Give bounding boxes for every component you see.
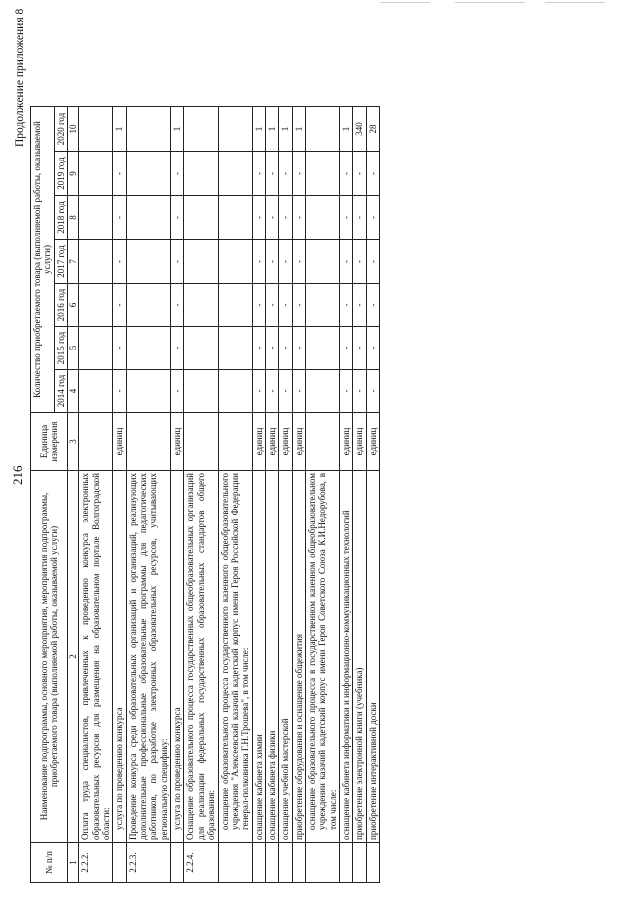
row-name: оснащение кабинета химии xyxy=(252,471,265,843)
row-value: - xyxy=(353,327,366,370)
column-index: 10 xyxy=(68,107,79,152)
header-year: 2018 год xyxy=(54,196,67,240)
row-value: - xyxy=(252,196,265,240)
row-value: 1 xyxy=(171,107,184,152)
row-value: - xyxy=(366,327,379,370)
row-value: - xyxy=(113,152,126,196)
header-year: 2017 год xyxy=(54,240,67,284)
row-name: оснащение образовательного процесса в государственном казенном общеобразовательном учреждении казачий кадетский корпус имени Героя Советского Союза К.И.Недорубова, в том числе: xyxy=(305,471,339,843)
row-value xyxy=(126,152,170,196)
row-value: 1 xyxy=(339,107,352,152)
row-value: - xyxy=(265,196,278,240)
row-name: оснащение образовательного процесса государственного казенного общеобразовательного учреждения "Алексеевский казачий кадетский корпус имени Героя Российской Федерации генерал-полковника Г.Н.Трошева", в том числе: xyxy=(218,471,252,843)
row-value: - xyxy=(113,370,126,413)
row-unit xyxy=(79,413,113,471)
row-value xyxy=(218,107,252,152)
row-number: 2.2.3. xyxy=(126,843,170,883)
row-value: - xyxy=(366,196,379,240)
header-unit: Единица измерения xyxy=(31,413,68,471)
row-value: 1 xyxy=(292,107,305,152)
row-value xyxy=(126,196,170,240)
row-value xyxy=(218,284,252,327)
row-name: оснащение кабинета информатики и информационно-коммуникационных технологий xyxy=(339,471,352,843)
appendix-continuation: Продолжение приложения 8 xyxy=(14,8,26,147)
column-index: 1 xyxy=(68,843,79,883)
row-value: - xyxy=(366,152,379,196)
row-value: - xyxy=(113,327,126,370)
row-value xyxy=(126,370,170,413)
row-value: - xyxy=(265,370,278,413)
row-value: - xyxy=(339,370,352,413)
row-value xyxy=(305,370,339,413)
table-row xyxy=(353,107,366,883)
row-value xyxy=(79,327,113,370)
row-name: услуга по проведению конкурса xyxy=(113,471,126,843)
row-value xyxy=(218,370,252,413)
row-value: - xyxy=(171,370,184,413)
row-value: - xyxy=(279,327,292,370)
row-value: - xyxy=(265,240,278,284)
row-value: 1 xyxy=(252,107,265,152)
row-value xyxy=(305,107,339,152)
row-value xyxy=(184,240,218,284)
row-value xyxy=(126,327,170,370)
row-value xyxy=(305,152,339,196)
row-value: - xyxy=(113,240,126,284)
row-name: услуга по проведению конкурса xyxy=(171,471,184,843)
row-value: 1 xyxy=(279,107,292,152)
row-value: - xyxy=(279,284,292,327)
row-value: - xyxy=(353,284,366,327)
page-number: 216 xyxy=(10,465,25,485)
table-row xyxy=(279,107,292,883)
row-value: - xyxy=(252,327,265,370)
row-number xyxy=(292,843,305,883)
row-unit: единиц xyxy=(171,413,184,471)
row-value: - xyxy=(171,327,184,370)
row-value: - xyxy=(292,327,305,370)
table-body xyxy=(79,107,380,883)
column-index: 2 xyxy=(68,471,79,843)
row-value: - xyxy=(292,240,305,284)
row-value xyxy=(218,152,252,196)
row-unit: единиц xyxy=(353,413,366,471)
row-unit: единиц xyxy=(252,413,265,471)
table-row xyxy=(113,107,126,883)
row-number xyxy=(265,843,278,883)
row-value xyxy=(126,107,170,152)
row-value xyxy=(305,196,339,240)
column-index: 4 xyxy=(68,370,79,413)
table-row xyxy=(366,107,379,883)
table-row xyxy=(265,107,278,883)
row-value: - xyxy=(171,284,184,327)
row-value: - xyxy=(353,196,366,240)
row-value xyxy=(305,284,339,327)
row-value xyxy=(218,327,252,370)
row-value xyxy=(305,327,339,370)
row-number xyxy=(339,843,352,883)
row-value: - xyxy=(265,152,278,196)
row-value: - xyxy=(252,240,265,284)
row-value: - xyxy=(292,196,305,240)
column-index-row xyxy=(68,107,79,883)
table-row xyxy=(218,107,252,883)
row-value xyxy=(126,240,170,284)
row-unit: единиц xyxy=(265,413,278,471)
row-value xyxy=(126,284,170,327)
column-index: 6 xyxy=(68,284,79,327)
row-value: - xyxy=(366,370,379,413)
row-unit xyxy=(126,413,170,471)
row-value: - xyxy=(265,284,278,327)
row-unit xyxy=(218,413,252,471)
row-value: 28 xyxy=(366,107,379,152)
row-value xyxy=(184,152,218,196)
header-quantity: Количество приобретаемого товара (выполняемой работы, оказываемой услуги) xyxy=(31,107,55,413)
table-row xyxy=(292,107,305,883)
row-value: - xyxy=(292,152,305,196)
row-value: 1 xyxy=(113,107,126,152)
header-name: Наименование подпрограммы, основного мероприятия, мероприятия подпрограммы, приобретаемого товара (выполняемой работы, оказываемой услуги) xyxy=(31,471,68,843)
row-value: - xyxy=(353,152,366,196)
row-value: - xyxy=(292,370,305,413)
row-name: Проведение конкурса среди образовательных организаций и организаций, реализующих дополнительные профессиональные образовательные программы для педагогических работников, по разработке электронных образовательных ресурсов, учитывающих региональную специфику: xyxy=(126,471,170,843)
row-unit: единиц xyxy=(279,413,292,471)
quantity-table xyxy=(30,106,380,883)
quantity-table-wrapper xyxy=(30,107,380,883)
row-value xyxy=(184,196,218,240)
row-value xyxy=(218,240,252,284)
row-value: - xyxy=(265,327,278,370)
row-value xyxy=(184,327,218,370)
row-value: - xyxy=(353,240,366,284)
row-value: - xyxy=(113,284,126,327)
row-number xyxy=(366,843,379,883)
table-row xyxy=(171,107,184,883)
row-number xyxy=(279,843,292,883)
row-value xyxy=(79,107,113,152)
row-value: - xyxy=(339,284,352,327)
row-unit xyxy=(184,413,218,471)
row-name: приобретение оборудования и оснащение общежития xyxy=(292,471,305,843)
header-year: 2014 год xyxy=(54,370,67,413)
row-unit: единиц xyxy=(339,413,352,471)
row-value: - xyxy=(252,284,265,327)
row-value: - xyxy=(279,196,292,240)
row-name: приобретение интерактивной доски xyxy=(366,471,379,843)
row-value xyxy=(305,240,339,284)
table-row xyxy=(339,107,352,883)
row-value: 1 xyxy=(265,107,278,152)
row-value: - xyxy=(252,152,265,196)
row-value xyxy=(184,284,218,327)
row-value: - xyxy=(339,196,352,240)
row-value: - xyxy=(171,240,184,284)
row-value: - xyxy=(339,152,352,196)
row-value: - xyxy=(279,152,292,196)
row-value: - xyxy=(339,327,352,370)
row-value xyxy=(79,196,113,240)
row-value xyxy=(218,196,252,240)
row-value: - xyxy=(366,240,379,284)
column-index: 7 xyxy=(68,240,79,284)
table-row xyxy=(184,107,218,883)
row-value xyxy=(79,240,113,284)
header-num: № п/п xyxy=(31,843,68,883)
row-number xyxy=(171,843,184,883)
row-value: - xyxy=(366,284,379,327)
row-value: - xyxy=(171,152,184,196)
table-row xyxy=(305,107,339,883)
row-value: 340 xyxy=(353,107,366,152)
column-index: 3 xyxy=(68,413,79,471)
column-index: 5 xyxy=(68,327,79,370)
row-value: - xyxy=(279,240,292,284)
row-value xyxy=(184,370,218,413)
row-value: - xyxy=(171,196,184,240)
row-number: 2.2.2. xyxy=(79,843,113,883)
row-name: Оснащение образовательного процесса государственных общеобразовательных организаций для реализации федеральных государственных образовательных стандартов общего образования: xyxy=(184,471,218,843)
row-value: - xyxy=(252,370,265,413)
row-name: приобретение электронной книги (учебника) xyxy=(353,471,366,843)
row-value: - xyxy=(113,196,126,240)
header-year: 2015 год xyxy=(54,327,67,370)
table-row xyxy=(126,107,170,883)
table-row xyxy=(79,107,113,883)
row-value xyxy=(184,107,218,152)
row-number xyxy=(353,843,366,883)
row-name: оснащение учебной мастерской xyxy=(279,471,292,843)
header-year: 2016 год xyxy=(54,284,67,327)
column-index: 9 xyxy=(68,152,79,196)
row-value: - xyxy=(339,240,352,284)
row-number xyxy=(113,843,126,883)
row-number xyxy=(218,843,252,883)
row-value xyxy=(79,284,113,327)
row-value: - xyxy=(353,370,366,413)
row-value xyxy=(79,152,113,196)
row-value xyxy=(79,370,113,413)
row-name: Оплата труда специалистов, привлеченных к проведению конкурса электронных образовательных ресурсов для размещения на образовательном портале Волгоградской области: xyxy=(79,471,113,843)
row-value: - xyxy=(292,284,305,327)
header-year: 2020 год xyxy=(54,107,67,152)
row-unit: единиц xyxy=(366,413,379,471)
row-number: 2.2.4. xyxy=(184,843,218,883)
row-unit xyxy=(305,413,339,471)
row-value: - xyxy=(279,370,292,413)
row-unit: единиц xyxy=(113,413,126,471)
row-number xyxy=(252,843,265,883)
table-row xyxy=(252,107,265,883)
column-index: 8 xyxy=(68,196,79,240)
row-unit: единиц xyxy=(292,413,305,471)
row-number xyxy=(305,843,339,883)
header-year: 2019 год xyxy=(54,152,67,196)
row-name: оснащение кабинета физики xyxy=(265,471,278,843)
